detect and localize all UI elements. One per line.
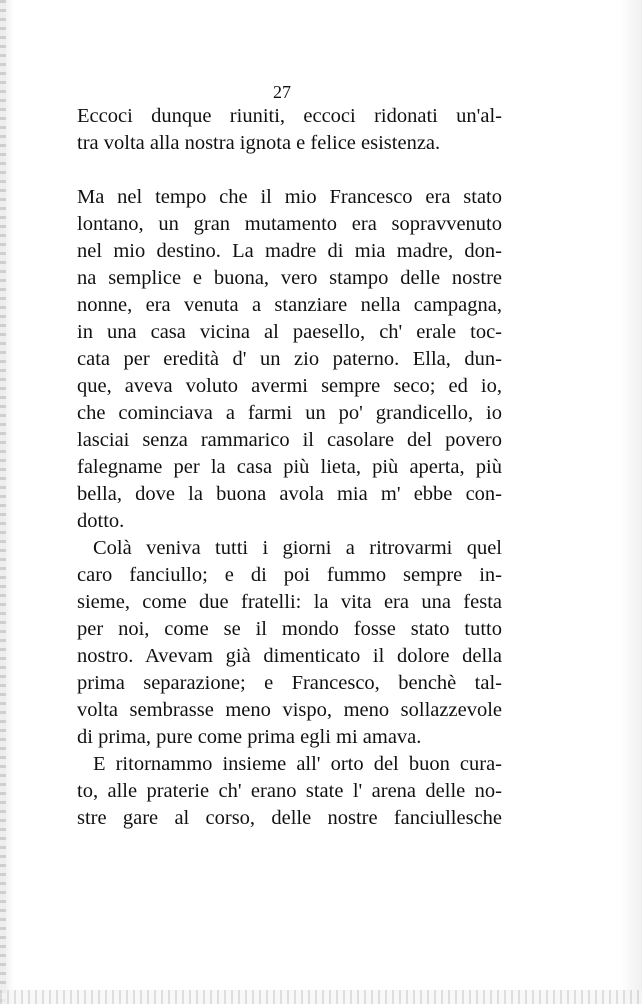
- text-line: tra volta alla nostra ignota e felice esistenza.: [77, 132, 441, 154]
- text-line: lontano, un gran mutamento era sopravvenuto: [77, 213, 502, 235]
- text-line: Ma nel tempo che il mio Francesco era stato: [77, 186, 502, 208]
- text-line: Colà veniva tutti i giorni a ritrovarmi quel: [93, 537, 502, 559]
- text-line: nonne, era venuta a stanziare nella campagna,: [77, 294, 502, 316]
- text-line: sieme, come due fratelli: la vita era una festa: [77, 591, 502, 613]
- text-line: to, alle praterie ch' erano state l' arena delle no-: [77, 780, 502, 802]
- text-line: dotto.: [77, 510, 125, 532]
- text-line: que, aveva voluto avermi sempre seco; ed io,: [77, 375, 502, 397]
- page-left-edge: [0, 0, 6, 1004]
- text-line: Eccoci dunque riuniti, eccoci ridonati un'al-: [77, 105, 502, 127]
- text-line: lasciai senza rammarico il casolare del povero: [77, 429, 502, 451]
- text-line: cata per eredità d' un zio paterno. Ella, dun-: [77, 348, 502, 370]
- page-number: 27: [273, 82, 291, 102]
- body-text: [77, 103, 502, 832]
- text-line: che cominciava a farmi un po' grandicello, io: [77, 402, 502, 424]
- text-line: falegname per la casa più lieta, più aperta, più: [77, 456, 502, 478]
- text-line: di prima, pure come prima egli mi amava.: [77, 726, 422, 748]
- text-line: volta sembrasse meno vispo, meno sollazzevole: [77, 699, 502, 721]
- page-bottom-edge: [0, 990, 642, 1004]
- text-line: nostro. Avevam già dimenticato il dolore della: [77, 645, 502, 667]
- text-line: per noi, come se il mondo fosse stato tutto: [77, 618, 502, 640]
- text-line: nel mio destino. La madre di mia madre, don-: [77, 240, 502, 262]
- paragraph-gap: [77, 157, 502, 184]
- text-line: caro fanciullo; e di poi fummo sempre in-: [77, 564, 502, 586]
- text-line: prima separazione; e Francesco, benchè tal-: [77, 672, 502, 694]
- text-line: stre gare al corso, delle nostre fanciullesche: [77, 807, 502, 829]
- text-line: E ritornammo insieme all' orto del buon cura-: [93, 753, 502, 775]
- text-line: bella, dove la buona avola mia m' ebbe con-: [77, 483, 502, 505]
- text-line: in una casa vicina al paesello, ch' erale toc-: [77, 321, 502, 343]
- text-line: na semplice e buona, vero stampo delle nostre: [77, 267, 502, 289]
